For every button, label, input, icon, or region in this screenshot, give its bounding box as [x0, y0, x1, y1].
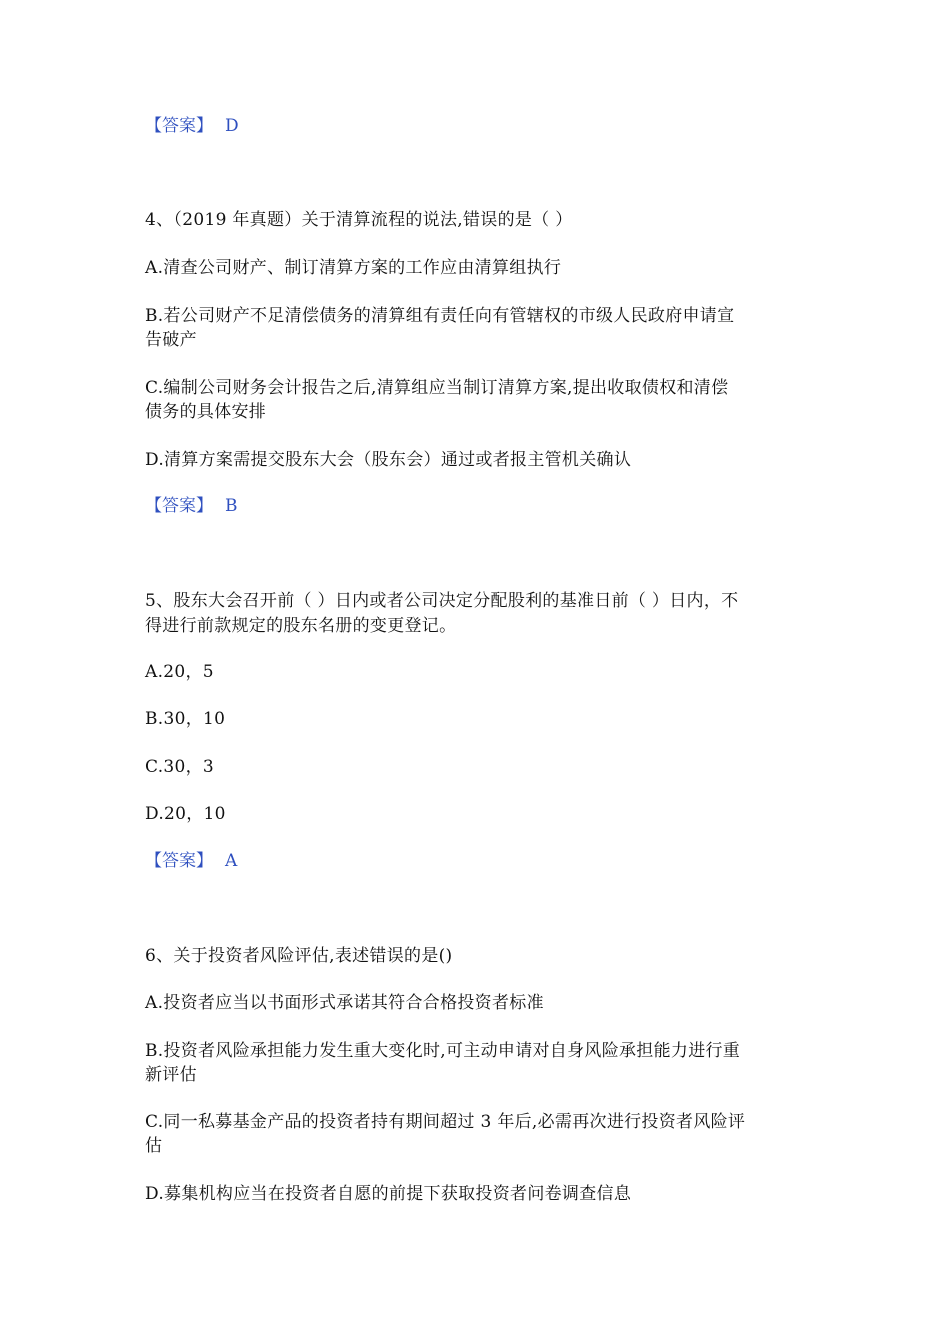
- prev-answer-label: 【答案】: [145, 116, 213, 136]
- q4-answer-label: 【答案】: [145, 496, 213, 516]
- q4-answer-value: B: [225, 496, 238, 516]
- q5-option-c: C.30，3: [145, 757, 215, 777]
- prev-answer-value: D: [225, 116, 239, 136]
- q6-option-a: A.投资者应当以书面形式承诺其符合合格投资者标准: [145, 993, 544, 1013]
- q5-stem-line2: 得进行前款规定的股东名册的变更登记。: [145, 616, 457, 636]
- q5-option-a: A.20，5: [145, 662, 214, 682]
- q6-option-b-line2: 新评估: [145, 1065, 197, 1085]
- q4-option-b-line1: B.若公司财产不足清偿债务的清算组有责任向有管辖权的市级人民政府申请宣: [145, 306, 735, 326]
- q4-answer-row: [145, 494, 238, 518]
- q4-option-c-line2: 债务的具体安排: [145, 402, 267, 422]
- q6-option-d: D.募集机构应当在投资者自愿的前提下获取投资者问卷调查信息: [145, 1184, 632, 1204]
- prev-answer-row: [145, 114, 239, 138]
- q5-answer-row: [145, 849, 237, 873]
- q5-answer-label: 【答案】: [145, 851, 213, 871]
- q6-stem: 6、关于投资者风险评估,表述错误的是(): [145, 946, 453, 966]
- q6-option-c-line2: 估: [145, 1136, 163, 1156]
- q5-answer-value: A: [225, 851, 238, 871]
- q4-stem: 4、（2019 年真题）关于清算流程的说法,错误的是（ ）: [145, 210, 573, 230]
- q6-option-b-line1: B.投资者风险承担能力发生重大变化时,可主动申请对自身风险承担能力进行重: [145, 1041, 741, 1061]
- q6-option-c-line1: C.同一私募基金产品的投资者持有期间超过 3 年后,必需再次进行投资者风险评: [145, 1112, 746, 1132]
- q4-option-d: D.清算方案需提交股东大会（股东会）通过或者报主管机关确认: [145, 450, 632, 470]
- q4-option-b-line2: 告破产: [145, 330, 197, 350]
- q5-option-b: B.30，10: [145, 709, 226, 729]
- q5-option-d: D.20，10: [145, 804, 226, 824]
- q4-option-c-line1: C.编制公司财务会计报告之后,清算组应当制订清算方案,提出收取债权和清偿: [145, 378, 729, 398]
- q5-stem-line1: 5、股东大会召开前（ ）日内或者公司决定分配股利的基准日前（ ）日内，不: [145, 591, 739, 611]
- q4-option-a: A.清查公司财产、制订清算方案的工作应由清算组执行: [145, 258, 562, 278]
